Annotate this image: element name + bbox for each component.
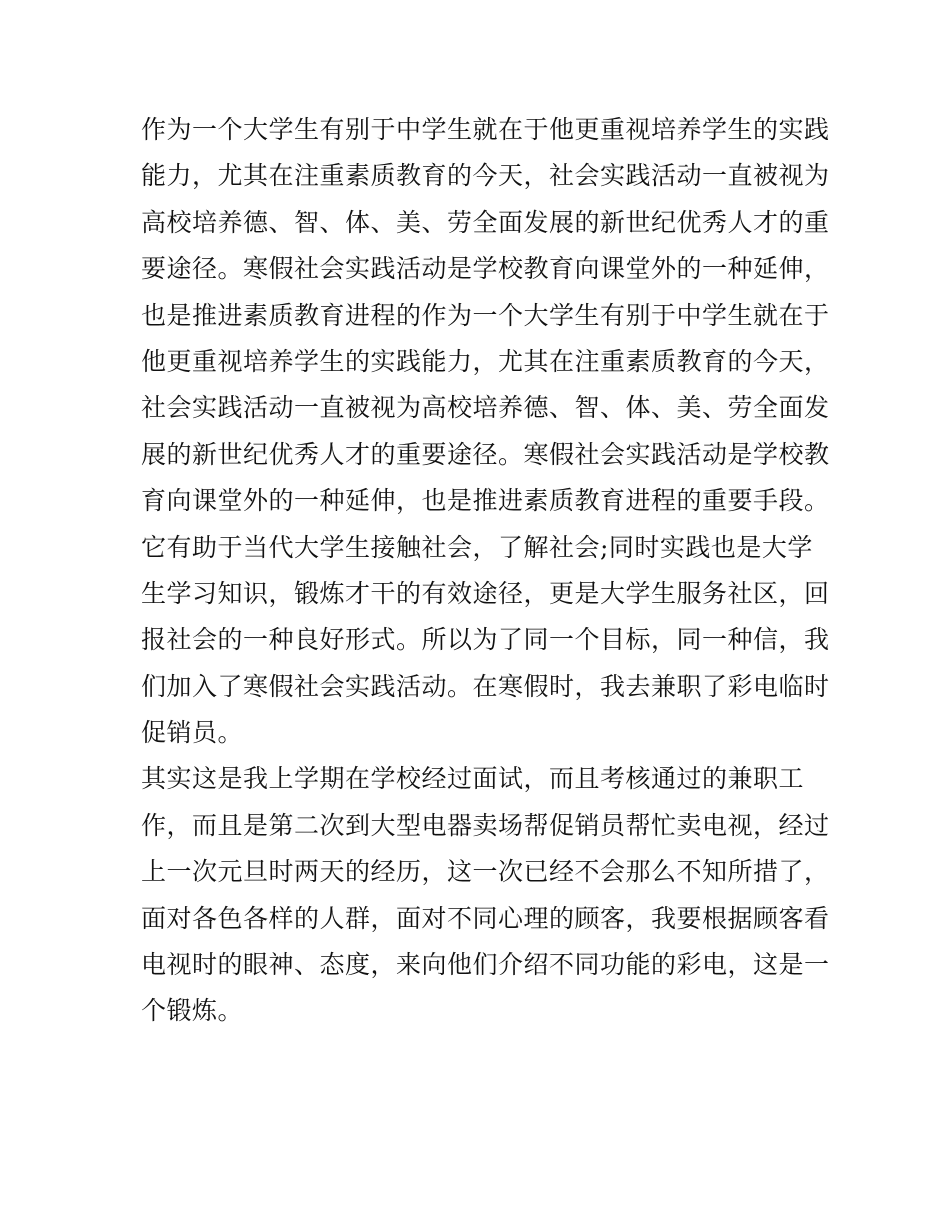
text-line: 它有助于当代大学生接触社会，了解社会;同时实践也是大学 (141, 532, 813, 562)
text-line: 也是推进素质教育进程的作为一个大学生有别于中学生就在于 (141, 300, 830, 330)
text-line: 上一次元旦时两天的经历，这一次已经不会那么不知所措了， (141, 857, 830, 887)
text-line: 要途径。寒假社会实践活动是学校教育向课堂外的一种延伸， (141, 254, 830, 284)
paragraph-1 (141, 107, 830, 756)
text-line: 展的新世纪优秀人才的重要途径。寒假社会实践活动是学校教 (141, 439, 830, 469)
text-line: 促销员。 (141, 718, 244, 748)
text-line: 高校培养德、智、体、美、劳全面发展的新世纪优秀人才的重 (141, 207, 830, 237)
text-line: 报社会的一种良好形式。所以为了同一个目标，同一种信，我 (141, 625, 830, 655)
text-line: 社会实践活动一直被视为高校培养德、智、体、美、劳全面发 (141, 393, 830, 423)
text-line: 能力，尤其在注重素质教育的今天，社会实践活动一直被视为 (141, 161, 830, 191)
text-line: 其实这是我上学期在学校经过面试，而且考核通过的兼职工 (141, 764, 805, 794)
text-line: 生学习知识，锻炼才干的有效途径，更是大学生服务社区，回 (141, 578, 830, 608)
text-line: 个锻炼。 (141, 996, 244, 1026)
text-line: 们加入了寒假社会实践活动。在寒假时，我去兼职了彩电临时 (141, 671, 830, 701)
text-line: 作为一个大学生有别于中学生就在于他更重视培养学生的实践 (141, 115, 830, 144)
document-body (141, 107, 830, 1035)
paragraph-2 (141, 756, 830, 1034)
text-line: 电视时的眼神、态度，来向他们介绍不同功能的彩电，这是一 (141, 950, 830, 980)
text-line: 他更重视培养学生的实践能力，尤其在注重素质教育的今天， (141, 346, 830, 376)
text-line: 作，而且是第二次到大型电器卖场帮促销员帮忙卖电视，经过 (141, 810, 830, 840)
text-line: 面对各色各样的人群，面对不同心理的顾客，我要根据顾客看 (141, 903, 830, 933)
text-line: 育向课堂外的一种延伸，也是推进素质教育进程的重要手段。 (141, 486, 830, 516)
